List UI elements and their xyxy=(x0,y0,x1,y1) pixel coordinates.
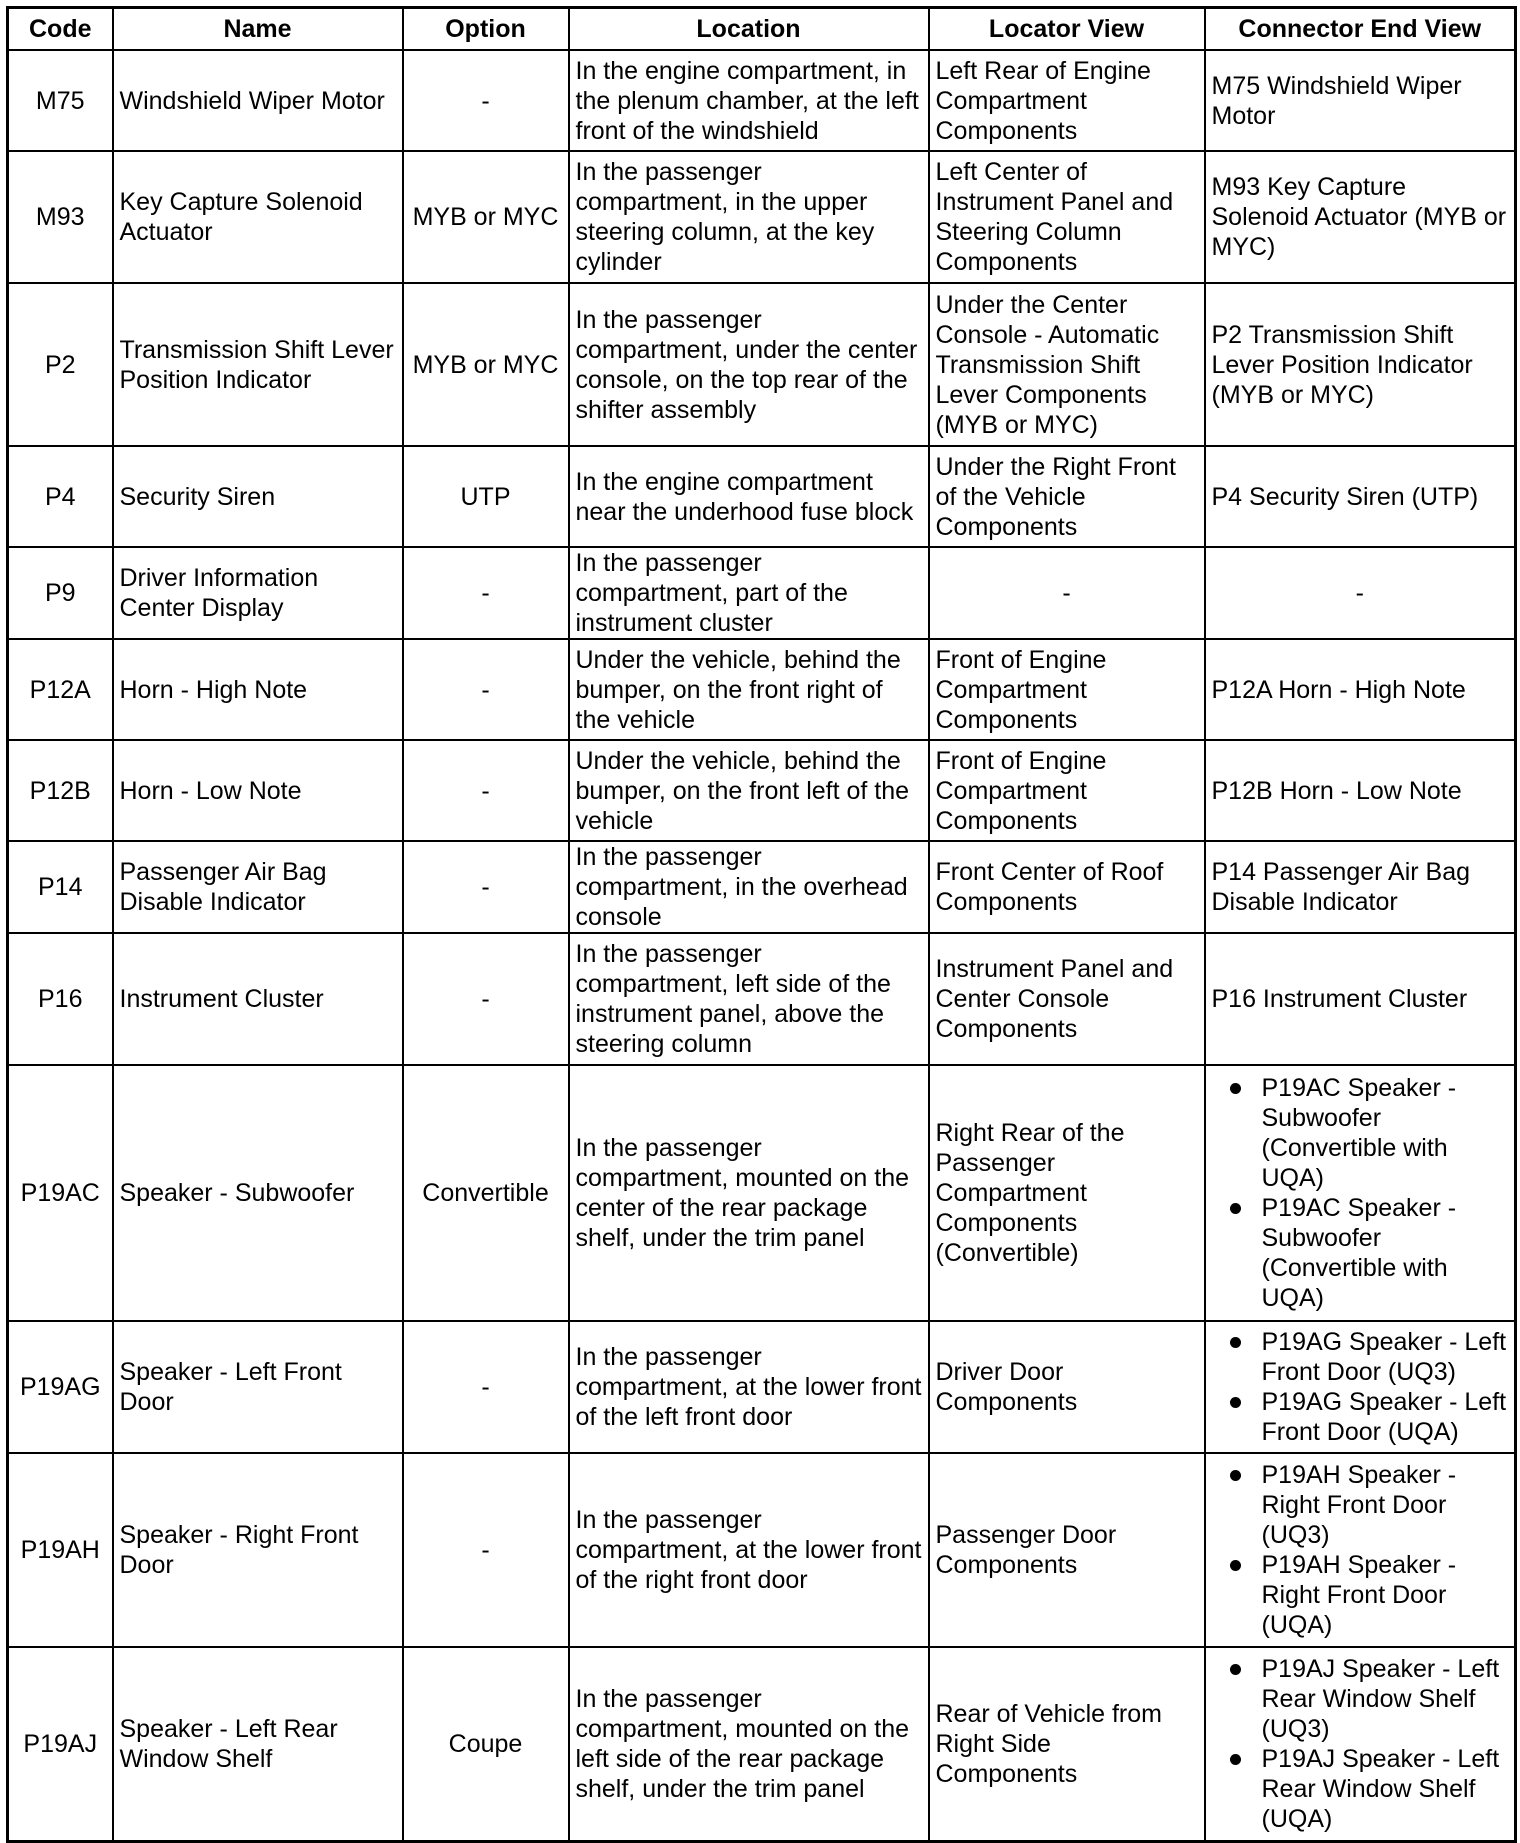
cell-code: P9 xyxy=(8,547,113,639)
cell-option: Convertible xyxy=(403,1065,569,1321)
cell-option: - xyxy=(403,740,569,841)
connector-list-item: P19AJ Speaker - Left Rear Window Shelf (UQ3) xyxy=(1262,1654,1509,1744)
connector-list-item: P19AG Speaker - Left Front Door (UQA) xyxy=(1261,1388,1507,1446)
connector-list-item: P19AG Speaker - Left Front Door (UQ3) xyxy=(1261,1328,1507,1386)
connector-list-item: P19AH Speaker - Right Front Door (UQA) xyxy=(1262,1550,1509,1640)
table-row xyxy=(8,639,1516,740)
cell-location: Under the vehicle, behind the bumper, on the front right of the vehicle xyxy=(569,639,929,740)
cell-code: M75 xyxy=(8,50,113,151)
connector-list-item: P19AH Speaker - Right Front Door (UQ3) xyxy=(1262,1460,1509,1550)
cell-connector-end-view: P4 Security Siren (UTP) xyxy=(1205,446,1516,547)
cell-code: P19AC xyxy=(8,1065,113,1321)
cell-locator-view: Rear of Vehicle from Right Side Components xyxy=(929,1647,1205,1841)
cell-code: P19AG xyxy=(8,1321,113,1453)
cell-code: P16 xyxy=(8,933,113,1065)
cell-option: UTP xyxy=(403,446,569,547)
cell-location: In the passenger compartment, left side of the instrument panel, above the steering column xyxy=(569,933,929,1065)
cell-option: - xyxy=(403,933,569,1065)
cell-name: Speaker - Subwoofer xyxy=(113,1065,403,1321)
table-row xyxy=(8,933,1516,1065)
cell-option: - xyxy=(403,1453,569,1647)
header-name: Name xyxy=(113,8,403,51)
cell-location: In the passenger compartment, in the overhead console xyxy=(569,841,929,933)
cell-name: Driver Information Center Display xyxy=(113,547,403,639)
connector-list xyxy=(1212,1327,1509,1447)
cell-option: - xyxy=(403,841,569,933)
cell-locator-view: Right Rear of the Passenger Compartment Components (Convertible) xyxy=(929,1065,1205,1321)
cell-location: In the engine compartment, in the plenum chamber, at the left front of the windshield xyxy=(569,50,929,151)
cell-location: In the passenger compartment, part of the instrument cluster xyxy=(569,547,929,639)
cell-name: Speaker - Left Rear Window Shelf xyxy=(113,1647,403,1841)
connector-list-item: P19AC Speaker - Subwoofer (Convertible with UQA) xyxy=(1262,1073,1509,1193)
cell-connector-end-view: P2 Transmission Shift Lever Position Indicator (MYB or MYC) xyxy=(1205,283,1516,446)
table-row xyxy=(8,547,1516,639)
connector-list xyxy=(1212,1460,1509,1640)
table-row xyxy=(8,50,1516,151)
table-row xyxy=(8,1065,1516,1321)
cell-location: Under the vehicle, behind the bumper, on the front left of the vehicle xyxy=(569,740,929,841)
cell-code: P4 xyxy=(8,446,113,547)
cell-connector-end-view: M93 Key Capture Solenoid Actuator (MYB or MYC) xyxy=(1205,151,1516,283)
header-location: Location xyxy=(569,8,929,51)
cell-connector-end-view xyxy=(1205,1647,1516,1841)
cell-location: In the passenger compartment, mounted on the left side of the rear package shelf, under the trim panel xyxy=(569,1647,929,1841)
cell-name: Speaker - Left Front Door xyxy=(113,1321,403,1453)
header-connector-end-view: Connector End View xyxy=(1205,8,1516,51)
cell-name: Horn - Low Note xyxy=(113,740,403,841)
cell-locator-view: Left Rear of Engine Compartment Components xyxy=(929,50,1205,151)
cell-name: Horn - High Note xyxy=(113,639,403,740)
cell-name: Windshield Wiper Motor xyxy=(113,50,403,151)
cell-connector-end-view: P12B Horn - Low Note xyxy=(1205,740,1516,841)
table-row xyxy=(8,1647,1516,1841)
table-row xyxy=(8,1321,1516,1453)
cell-locator-view: - xyxy=(929,547,1205,639)
cell-location: In the passenger compartment, at the lower front of the right front door xyxy=(569,1453,929,1647)
table-row xyxy=(8,446,1516,547)
cell-locator-view: Left Center of Instrument Panel and Steering Column Components xyxy=(929,151,1205,283)
cell-name: Speaker - Right Front Door xyxy=(113,1453,403,1647)
cell-connector-end-view: M75 Windshield Wiper Motor xyxy=(1205,50,1516,151)
table-row xyxy=(8,1453,1516,1647)
cell-name: Passenger Air Bag Disable Indicator xyxy=(113,841,403,933)
table-body xyxy=(8,50,1516,1841)
cell-code: P19AJ xyxy=(8,1647,113,1841)
cell-connector-end-view xyxy=(1205,1065,1516,1321)
cell-connector-end-view: P12A Horn - High Note xyxy=(1205,639,1516,740)
cell-location: In the passenger compartment, mounted on the center of the rear package shelf, under the trim panel xyxy=(569,1065,929,1321)
cell-option: - xyxy=(403,1321,569,1453)
connector-list xyxy=(1212,1073,1509,1313)
cell-connector-end-view xyxy=(1205,1321,1516,1453)
cell-locator-view: Front of Engine Compartment Components xyxy=(929,639,1205,740)
cell-locator-view: Front Center of Roof Components xyxy=(929,841,1205,933)
cell-locator-view: Under the Center Console - Automatic Transmission Shift Lever Components (MYB or MYC) xyxy=(929,283,1205,446)
cell-code: P12A xyxy=(8,639,113,740)
table-row xyxy=(8,841,1516,933)
cell-location: In the passenger compartment, in the upper steering column, at the key cylinder xyxy=(569,151,929,283)
table-row xyxy=(8,283,1516,446)
header-option: Option xyxy=(403,8,569,51)
table-row xyxy=(8,151,1516,283)
cell-code: P19AH xyxy=(8,1453,113,1647)
cell-locator-view: Under the Right Front of the Vehicle Components xyxy=(929,446,1205,547)
cell-location: In the passenger compartment, under the center console, on the top rear of the shifter assembly xyxy=(569,283,929,446)
cell-code: P2 xyxy=(8,283,113,446)
cell-option: MYB or MYC xyxy=(403,283,569,446)
cell-code: P12B xyxy=(8,740,113,841)
cell-locator-view: Instrument Panel and Center Console Components xyxy=(929,933,1205,1065)
cell-connector-end-view: P14 Passenger Air Bag Disable Indicator xyxy=(1205,841,1516,933)
cell-name: Security Siren xyxy=(113,446,403,547)
cell-connector-end-view xyxy=(1205,1453,1516,1647)
component-locator-table xyxy=(6,6,1517,1843)
header-code: Code xyxy=(8,8,113,51)
cell-code: M93 xyxy=(8,151,113,283)
connector-list-item: P19AC Speaker - Subwoofer (Convertible with UQA) xyxy=(1262,1193,1509,1313)
cell-option: - xyxy=(403,639,569,740)
cell-name: Instrument Cluster xyxy=(113,933,403,1065)
cell-name: Transmission Shift Lever Position Indicator xyxy=(113,283,403,446)
cell-option: Coupe xyxy=(403,1647,569,1841)
cell-connector-end-view: P16 Instrument Cluster xyxy=(1205,933,1516,1065)
cell-code: P14 xyxy=(8,841,113,933)
cell-locator-view: Front of Engine Compartment Components xyxy=(929,740,1205,841)
header-row xyxy=(8,8,1516,51)
cell-option: MYB or MYC xyxy=(403,151,569,283)
header-locator-view: Locator View xyxy=(929,8,1205,51)
cell-option: - xyxy=(403,547,569,639)
connector-list-item: P19AJ Speaker - Left Rear Window Shelf (UQA) xyxy=(1262,1744,1509,1834)
cell-name: Key Capture Solenoid Actuator xyxy=(113,151,403,283)
cell-connector-end-view: - xyxy=(1205,547,1516,639)
cell-location: In the engine compartment near the underhood fuse block xyxy=(569,446,929,547)
connector-list xyxy=(1212,1654,1509,1834)
cell-location: In the passenger compartment, at the lower front of the left front door xyxy=(569,1321,929,1453)
cell-locator-view: Driver Door Components xyxy=(929,1321,1205,1453)
cell-locator-view: Passenger Door Components xyxy=(929,1453,1205,1647)
table-row xyxy=(8,740,1516,841)
cell-option: - xyxy=(403,50,569,151)
